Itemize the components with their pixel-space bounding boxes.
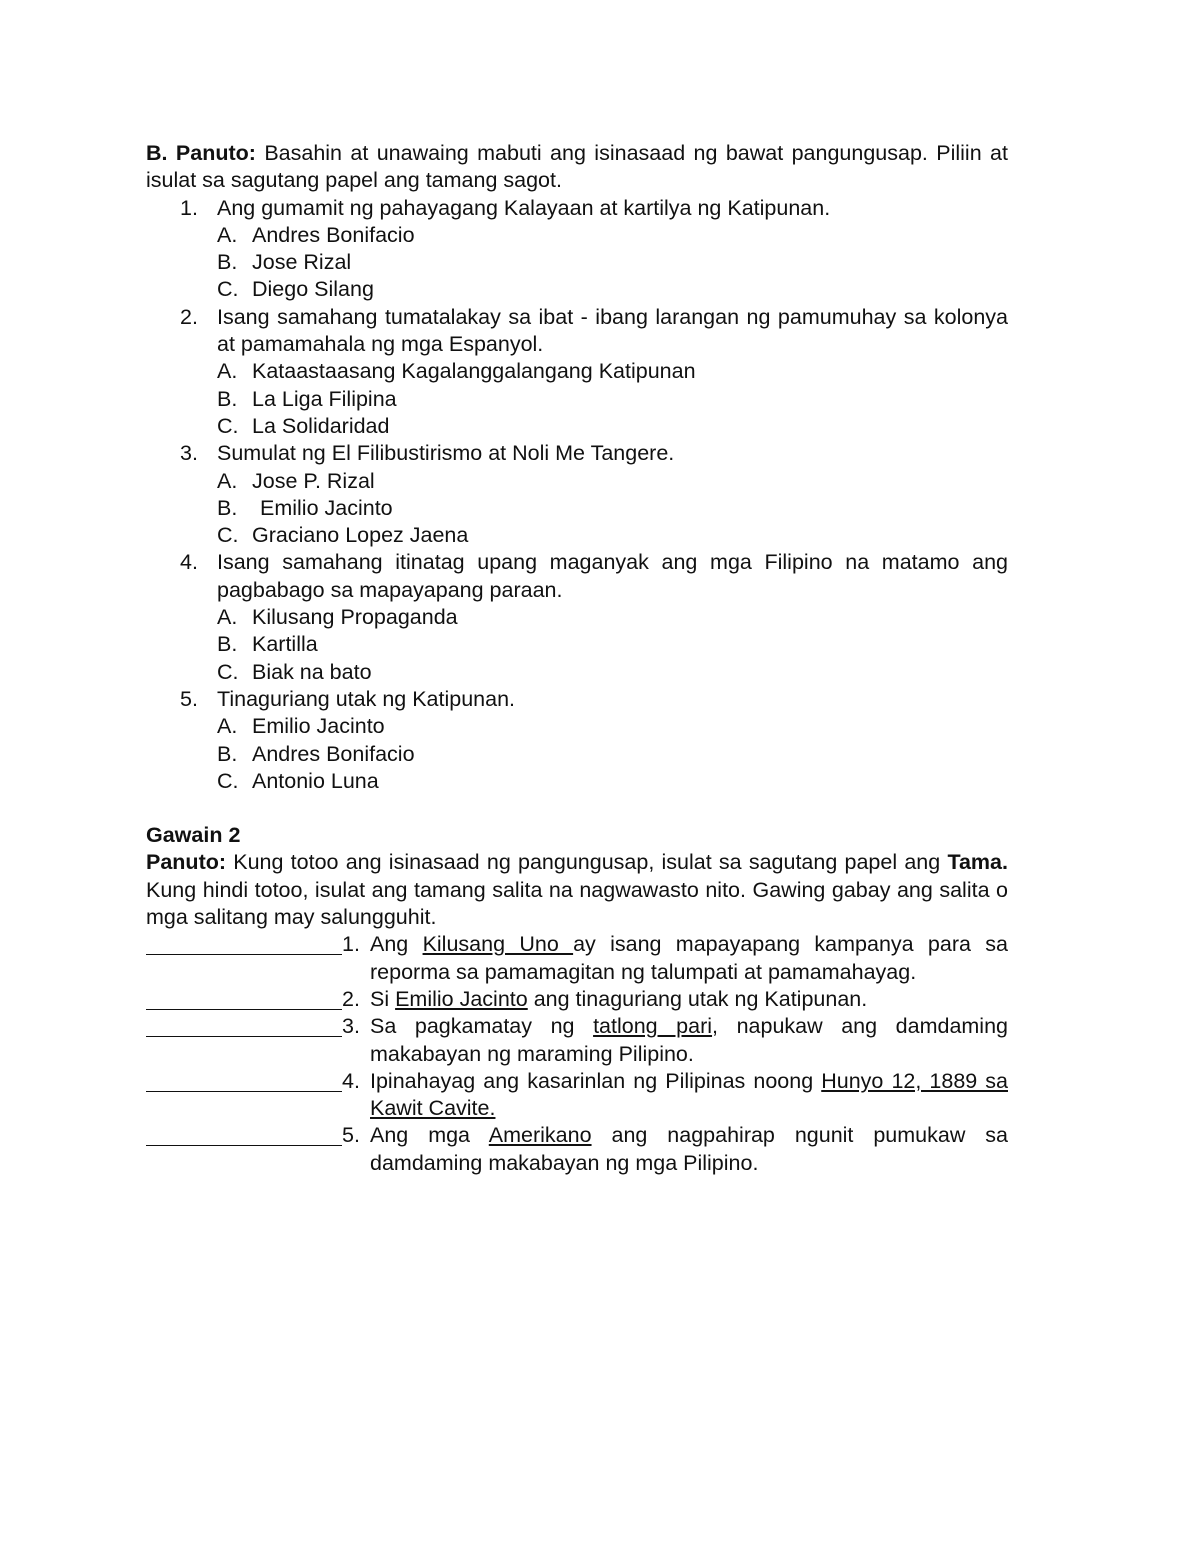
option-text: Andres Bonifacio [252,222,415,247]
tf-item-2 [146,986,1008,1013]
option-text: Biak na bato [252,659,372,684]
question-5 [146,686,1008,713]
tf-item-1 [146,931,1008,986]
question-text: Sumulat ng El Filibustirismo at Noli Me Tangere. [217,441,675,466]
section-gap [146,795,1008,822]
option-text: Andres Bonifacio [252,741,415,766]
option-2a [146,358,1008,385]
option-2b [146,386,1008,413]
answer-blank[interactable] [146,986,342,1010]
tf-item-3 [146,1013,1008,1068]
option-letter: A. [217,714,238,739]
item-text-before: Ipinahayag ang kasarinlan ng Pilipinas noong [370,1068,822,1093]
option-text: La Liga Filipina [252,386,397,411]
gawain2-instructions [146,849,1008,931]
option-3c [146,522,1008,549]
option-1c [146,276,1008,303]
underlined-term: Kilusang Uno [422,932,574,957]
gawain2-title: Gawain 2 [146,823,241,848]
option-text: Emilio Jacinto [252,714,385,739]
answer-blank[interactable] [146,1122,342,1146]
question-number: 3. [180,441,198,466]
option-5c [146,768,1008,795]
option-4b [146,631,1008,658]
gawain2-tama: Tama. [947,850,1008,875]
item-text-before: Ang [370,932,423,957]
option-3b [146,495,1008,522]
gawain2-instruction-part2: Kung hindi totoo, isulat ang tamang salita na nagwawasto nito. Gawing gabay ang salita o mga salitang may salungguhit. [146,877,1008,930]
question-text: Tinaguriang utak ng Katipunan. [217,686,516,711]
question-4 [146,549,1008,604]
option-text: Kartilla [252,632,318,657]
option-letter: C. [217,659,239,684]
question-list [146,195,1008,796]
item-text-before: Si [370,986,396,1011]
question-number: 1. [180,195,198,220]
option-letter: B. [217,495,238,520]
question-text: Isang samahang tumatalakay sa ibat - ibang larangan ng pamumuhay sa kolonya at pamamahala ng mga Espanyol. [217,304,1008,357]
item-text-after: ang nagpahirap ngunit pumukaw sa damdaming makabayan ng mga Pilipino. [370,1123,1009,1175]
item-number: 2. [342,986,360,1011]
option-letter: C. [217,413,239,438]
item-text-before: Sa pagkamatay ng [370,1014,594,1039]
underlined-term: Emilio Jacinto [395,986,528,1011]
part-b-instructions [146,140,1008,195]
gawain2-instruction-label: Panuto: [146,850,227,875]
option-text: Graciano Lopez Jaena [252,523,469,548]
option-letter: A. [217,605,238,630]
option-letter: C. [217,768,239,793]
option-letter: C. [217,523,239,548]
answer-blank[interactable] [146,1013,342,1037]
part-b-instruction-text: Basahin at unawaing mabuti ang isinasaad ng bawat pangungusap. Piliin at isulat sa sagutang papel ang tamang sagot. [146,141,1008,193]
part-b-instruction-label: Panuto: [175,141,256,165]
option-4a [146,604,1008,631]
tf-item-5 [146,1122,1008,1177]
item-text-after: , napukaw ang damdaming makabayan ng maraming Pilipino. [370,1014,1009,1066]
option-text: Diego Silang [252,277,374,302]
option-4c [146,659,1008,686]
item-text-after: ang tinaguriang utak ng Katipunan. [527,986,868,1011]
question-number: 2. [180,304,198,329]
option-letter: A. [217,359,238,384]
question-2 [146,304,1008,359]
item-number: 4. [342,1068,360,1093]
answer-blank[interactable] [146,1068,342,1092]
item-text-before: Ang mga [370,1123,489,1148]
option-3a [146,468,1008,495]
worksheet-page [146,140,1008,1177]
question-1 [146,195,1008,222]
underlined-term: tatlong pari [593,1014,713,1039]
question-3 [146,440,1008,467]
option-2c [146,413,1008,440]
option-text: La Solidaridad [252,413,390,438]
option-letter: A. [217,222,238,247]
tf-item-4 [146,1068,1008,1123]
item-number: 3. [342,1014,360,1039]
option-5b [146,741,1008,768]
underlined-term: Amerikano [488,1123,592,1148]
item-number: 1. [342,932,360,957]
option-letter: B. [217,741,238,766]
true-false-list [146,931,1008,1177]
gawain2-instruction-part1: Kung totoo ang isinasaad ng pangungusap, isulat sa sagutang papel ang [233,850,941,875]
option-text: Kataastaasang Kagalanggalangang Katipunan [252,359,696,384]
option-1a [146,222,1008,249]
option-letter: A. [217,468,238,493]
question-text: Ang gumamit ng pahayagang Kalayaan at kartilya ng Katipunan. [217,195,831,220]
option-text: Jose P. Rizal [252,468,375,493]
option-text: Emilio Jacinto [260,495,393,520]
item-number: 5. [342,1123,360,1148]
option-letter: B. [217,386,238,411]
answer-blank[interactable] [146,931,342,955]
option-letter: B. [217,250,238,275]
item-text-after: ay isang mapayapang kampanya para sa reporma sa pamamagitan ng talumpati at pamamahayag. [370,932,1008,984]
option-5a [146,713,1008,740]
option-text: Antonio Luna [252,768,379,793]
option-1b [146,249,1008,276]
question-text: Isang samahang itinatag upang maganyak ang mga Filipino na matamo ang pagbabago sa mapayapang paraan. [217,550,1008,602]
question-number: 5. [180,686,198,711]
option-letter: B. [217,632,238,657]
option-text: Jose Rizal [252,250,352,275]
option-text: Kilusang Propaganda [252,605,458,630]
option-letter: C. [217,277,239,302]
underlined-term: Hunyo 12, 1889 sa Kawit Cavite. [370,1068,1008,1121]
part-b-label: B. [146,141,168,165]
question-number: 4. [180,550,198,575]
